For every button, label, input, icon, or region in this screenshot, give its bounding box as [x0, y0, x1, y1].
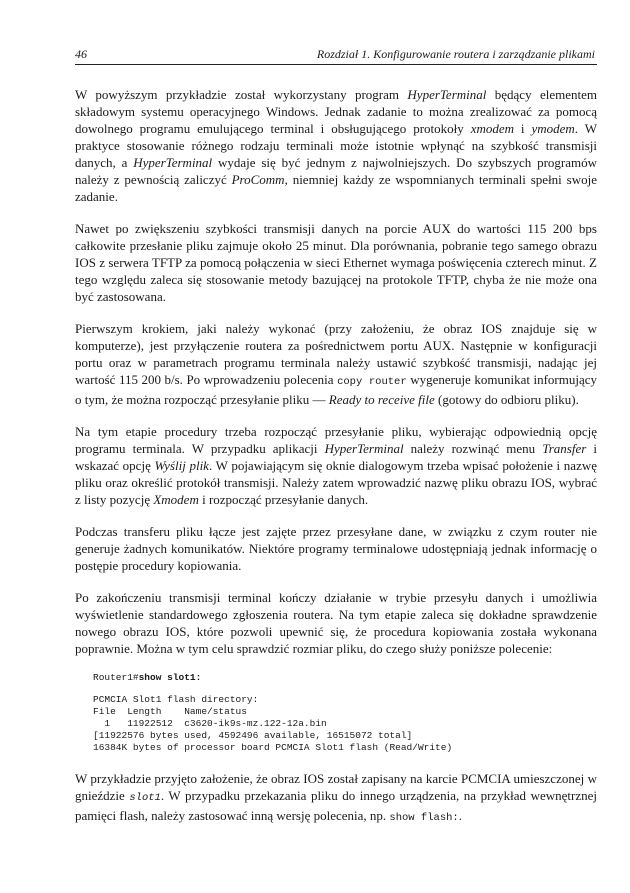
code-line: File Length Name/status	[93, 706, 247, 717]
paragraph-2: Nawet po zwiększeniu szybkości transmisji danych na porcie AUX do wartości 115 200 bps całkowite przesłanie pliku zajmuje około 25 minut. Dla porównania, pobranie tego samego obrazu IOS z serwera TFTP za pomocą połączenia w sieci Ethernet wymaga poświęcenia czterech minut. Z tego względu zaleca się stosowanie metody bazującej na protokole TFTP, chyba że nie może ona być zastosowana.	[75, 221, 597, 304]
code-line: [11922576 bytes used, 4592496 available, 16515072 total]	[93, 730, 413, 741]
page-number: 46	[75, 47, 87, 61]
code-command-line: Router1#show slot1:	[93, 672, 202, 683]
paragraph-6: Po zakończeniu transmisji terminal kończy działanie w trybie przesyłu danych i umożliwia wyświetlenie standardowego zgłoszenia routera. Na tym etapie zaleca się dokładne sprawdzenie nowego obrazu IOS, które pozwoli upewnić się, że procedura kopiowania została wykonana poprawnie. Można w tym celu sprawdzić rozmiar pliku, do czego służy poniższe polecenie:	[75, 590, 597, 656]
code-listing	[75, 672, 597, 754]
running-header	[75, 46, 597, 65]
paragraph-3: Pierwszym krokiem, jaki należy wykonać (przy założeniu, że obraz IOS znajduje się w komputerze), jest przyłączenie routera za pośrednictwem portu AUX. Następnie w konfiguracji portu oraz w parametrach programu terminala należy ustawić szybkość transmisji, nadając jej wartość 115 200 b/s. Po wprowadzeniu polecenia copy router wygeneruje komunikat informujący o tym, że można rozpocząć przesyłanie pliku — Ready to receive file (gotowy do odbioru pliku).	[75, 321, 598, 407]
paragraph-4: Na tym etapie procedury trzeba rozpocząć przesyłanie pliku, wybierając odpowiednią opcję programu terminala. W przypadku aplikacji HyperTerminal należy rozwinąć menu Transfer i wskazać opcję Wyślij plik. W pojawiającym się oknie dialogowym trzeba wpisać położenie i nazwę pliku oraz określić protokół transmisji. Należy zatem wprowadzić nazwę pliku obrazu IOS, wybrać z listy pozycję Xmodem i rozpocząć przesyłanie danych.	[75, 424, 597, 507]
body-text	[75, 86, 597, 842]
chapter-title: Rozdział 1. Konfigurowanie routera i zarządzanie plikami	[316, 47, 595, 61]
code-line: 16384K bytes of processor board PCMCIA Slot1 flash (Read/Write)	[93, 742, 453, 753]
paragraph-7: W przykładzie przyjęto założenie, że obraz IOS został zapisany na karcie PCMCIA umieszczonej w gnieździe slot1. W przypadku przekazania pliku do innego urządzenia, na przykład wewnętrznej pamięci flash, należy zastosować inną wersję polecenia, np. show flash:.	[75, 771, 597, 824]
code-line: PCMCIA Slot1 flash directory:	[93, 694, 259, 705]
paragraph-1: W powyższym przykładzie został wykorzystany program HyperTerminal będący elementem składowym systemu operacyjnego Windows. Jednak zadanie to można zrealizować za pomocą dowolnego programu emulującego terminal i obsługującego protokoły xmodem i ymodem. W praktyce stosowanie różnego rodzaju terminali może istotnie wpłynąć na szybkość transmisji danych, a HyperTerminal wydaje się być jednym z najwolniejszych. Do szybszych programów należy z pewnością zaliczyć ProComm, niemniej każdy ze wspomnianych terminali spełni swoje zadanie.	[75, 87, 598, 204]
paragraph-5: Podczas transferu pliku łącze jest zajęte przez przesyłane dane, w związku z czym router nie generuje żadnych komunikatów. Niektóre programy terminalowe udostępniają jednak informację o postępie procedury kopiowania.	[75, 524, 597, 573]
code-line: 1 11922512 c3620-ik9s-mz.122-12a.bin	[93, 718, 327, 729]
